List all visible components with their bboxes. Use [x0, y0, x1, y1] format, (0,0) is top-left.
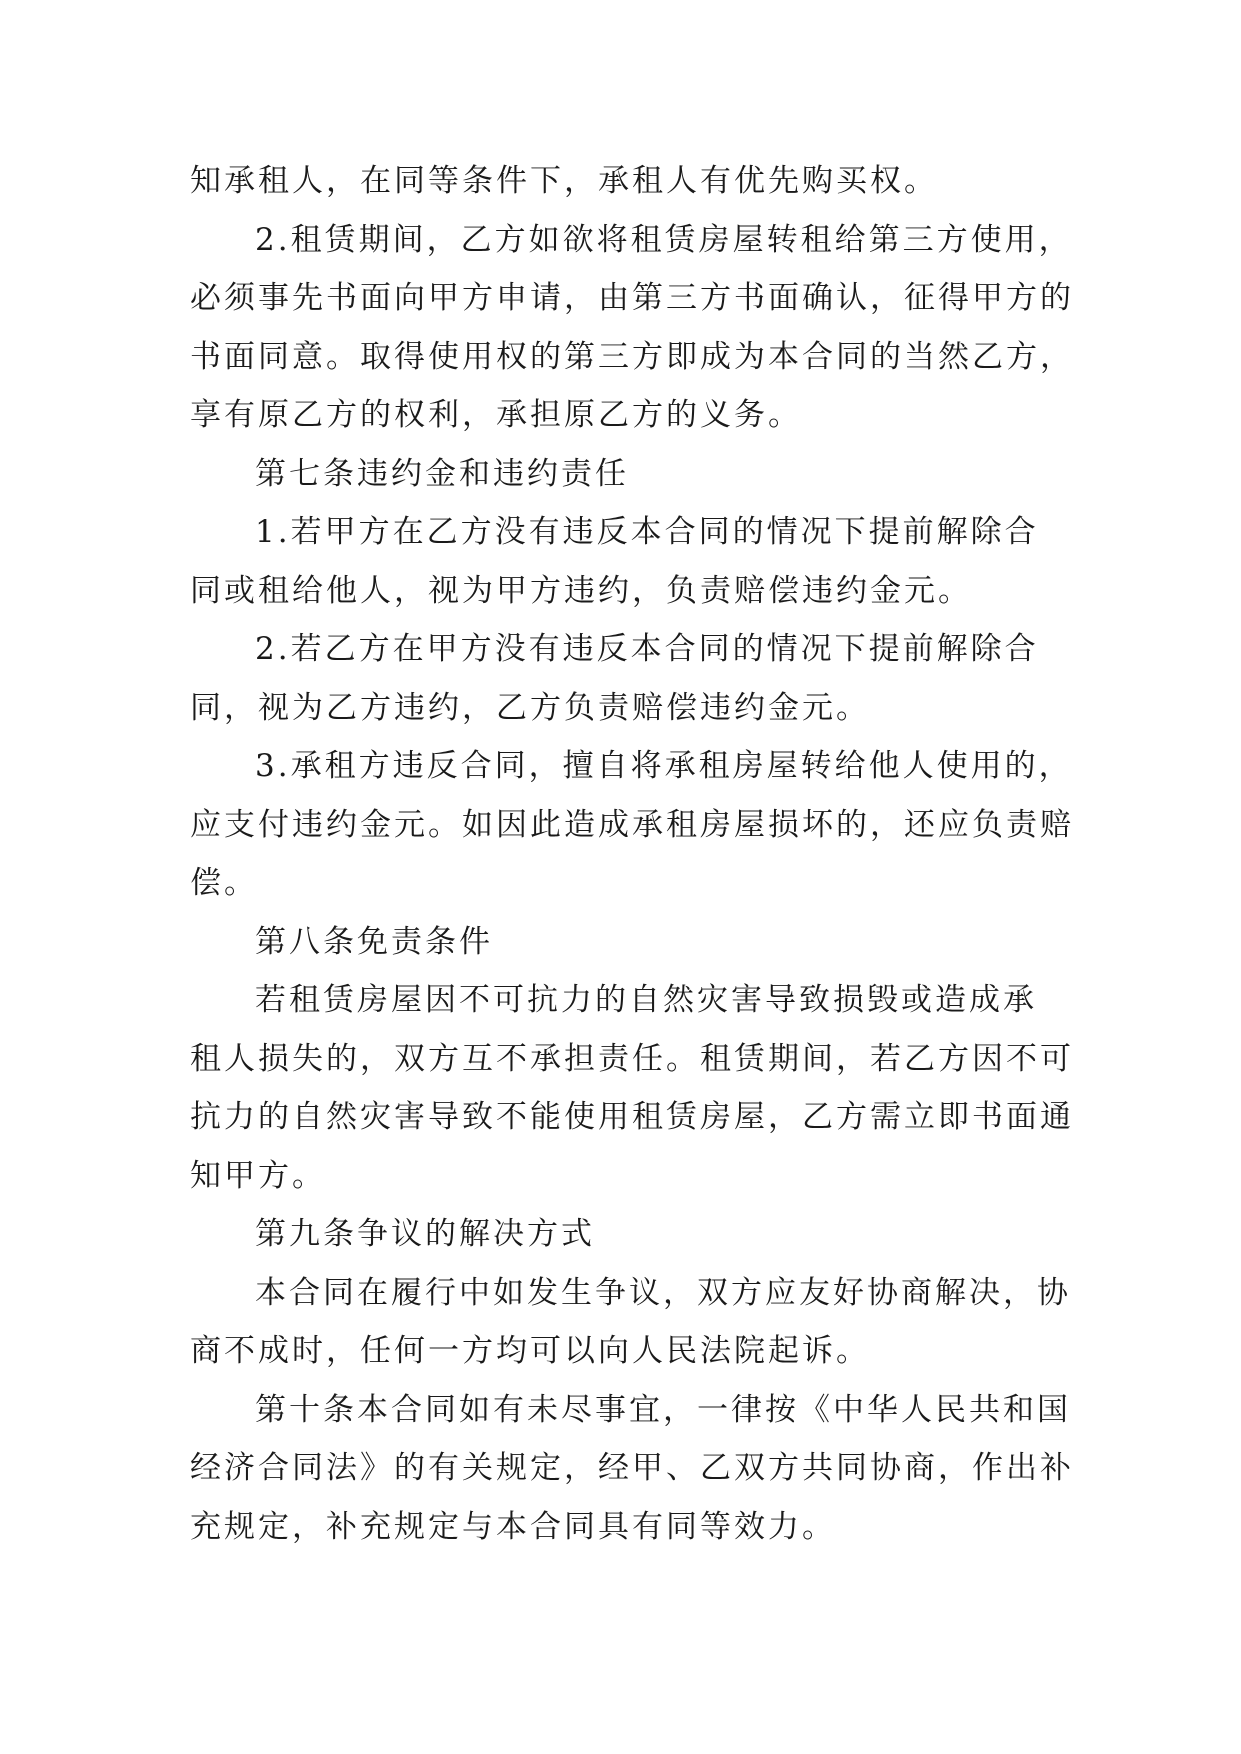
- text-line: 同，视为乙方违约，乙方负责赔偿违约金元。: [190, 689, 870, 726]
- text-line: 同或租给他人，视为甲方违约，负责赔偿违约金元。: [190, 572, 972, 609]
- text-line: 本合同在履行中如发生争议，双方应友好协商解决，协: [255, 1274, 1071, 1311]
- text-line: 2.租赁期间，乙方如欲将租赁房屋转租给第三方使用，: [255, 221, 1073, 258]
- text-line: 2.若乙方在甲方没有违反本合同的情况下提前解除合: [255, 631, 1039, 667]
- text-line: 书面同意。取得使用权的第三方即成为本合同的当然乙方，: [190, 338, 1074, 375]
- document-body: [190, 152, 1074, 1556]
- text-line: 经济合同法》的有关规定，经甲、乙双方共同协商，作出补: [190, 1450, 1074, 1486]
- text-line: 3.承租方违反合同，擅自将承租房屋转给他人使用的，: [255, 748, 1073, 784]
- text-line: 享有原乙方的权利，承担原乙方的义务。: [190, 397, 802, 433]
- text-line: 必须事先书面向甲方申请，由第三方书面确认，征得甲方的: [190, 280, 1074, 316]
- section-heading: 第八条免责条件: [255, 923, 493, 960]
- text-line: 第十条本合同如有未尽事宜，一律按《中华人民共和国: [255, 1391, 1071, 1428]
- text-line: 偿。: [190, 865, 258, 901]
- text-line: 充规定，补充规定与本合同具有同等效力。: [190, 1508, 836, 1545]
- text-line: 1.若甲方在乙方没有违反本合同的情况下提前解除合: [255, 514, 1039, 550]
- text-line: 知承租人，在同等条件下，承租人有优先购买权。: [190, 163, 938, 199]
- section-heading: 第九条争议的解决方式: [255, 1216, 595, 1252]
- section-heading: 第七条违约金和违约责任: [255, 455, 629, 492]
- text-line: 租人损失的，双方互不承担责任。租赁期间，若乙方因不可: [190, 1040, 1074, 1077]
- text-line: 若租赁房屋因不可抗力的自然灾害导致损毁或造成承: [255, 982, 1037, 1018]
- text-line: 知甲方。: [190, 1157, 326, 1194]
- text-line: 商不成时，任何一方均可以向人民法院起诉。: [190, 1333, 870, 1369]
- text-line: 应支付违约金元。如因此造成承租房屋损坏的，还应负责赔: [190, 806, 1074, 843]
- text-line: 抗力的自然灾害导致不能使用租赁房屋，乙方需立即书面通: [190, 1099, 1074, 1135]
